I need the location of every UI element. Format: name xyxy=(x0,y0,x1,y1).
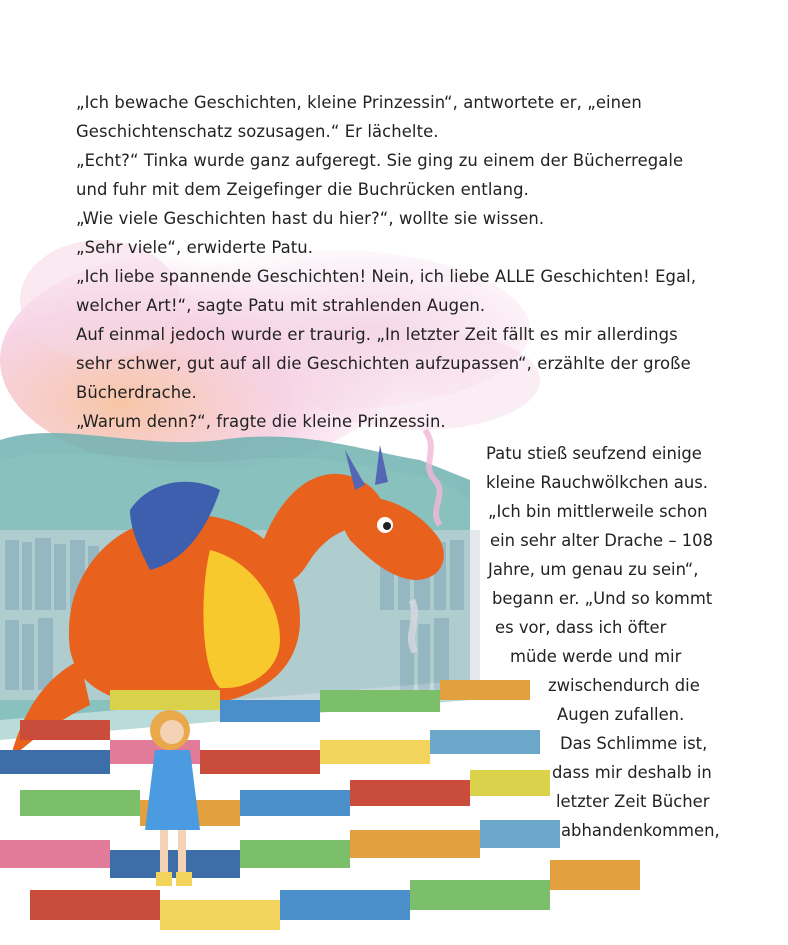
paragraph-line: „Ich liebe spannende Geschichten! Nein, ich liebe ALLE Geschichten! Egal, xyxy=(76,267,697,286)
side-line: ein sehr alter Drache – 108 xyxy=(490,531,714,550)
side-line: „Ich bin mittlerweile schon xyxy=(488,502,708,521)
side-line: abhandenkommen, xyxy=(561,821,720,840)
paragraph-line: „Echt?“ Tinka wurde ganz aufgeregt. Sie ging zu einem der Bücherregale xyxy=(76,151,684,170)
side-line: zwischendurch die xyxy=(548,676,700,695)
story-paragraph xyxy=(76,88,716,436)
side-line: dass mir deshalb in xyxy=(552,763,712,782)
side-line: kleine Rauchwölkchen aus. xyxy=(486,473,708,492)
paragraph-line: welcher Art!“, sagte Patu mit strahlenden Augen. xyxy=(76,296,486,315)
side-line: Augen zufallen. xyxy=(557,705,685,724)
side-line: begann er. „Und so kommt xyxy=(492,589,713,608)
paragraph-line: Auf einmal jedoch wurde er traurig. „In letzter Zeit fällt es mir allerdings xyxy=(76,325,678,344)
paragraph-line: und fuhr mit dem Zeigefinger die Buchrücken entlang. xyxy=(76,180,529,199)
side-line: Jahre, um genau zu sein“, xyxy=(488,560,699,579)
paragraph-line: „Ich bewache Geschichten, kleine Prinzessin“, antwortete er, „einen xyxy=(76,93,642,112)
side-line: letzter Zeit Bücher xyxy=(556,792,710,811)
paragraph-line: „Warum denn?“, fragte die kleine Prinzessin. xyxy=(76,412,446,431)
side-line: Das Schlimme ist, xyxy=(560,734,708,753)
side-line: Patu stieß seufzend einige xyxy=(486,444,702,463)
side-line: müde werde und mir xyxy=(510,647,682,666)
side-line: es vor, dass ich öfter xyxy=(495,618,667,637)
paragraph-line: Geschichtenschatz sozusagen.“ Er lächelte. xyxy=(76,122,439,141)
paragraph-line: Bücherdrache. xyxy=(76,383,197,402)
paragraph-line: sehr schwer, gut auf all die Geschichten aufzupassen“, erzählte der große xyxy=(76,354,691,373)
paragraph-line: „Wie viele Geschichten hast du hier?“, wollte sie wissen. xyxy=(76,209,545,228)
paragraph-line: „Sehr viele“, erwiderte Patu. xyxy=(76,238,314,257)
